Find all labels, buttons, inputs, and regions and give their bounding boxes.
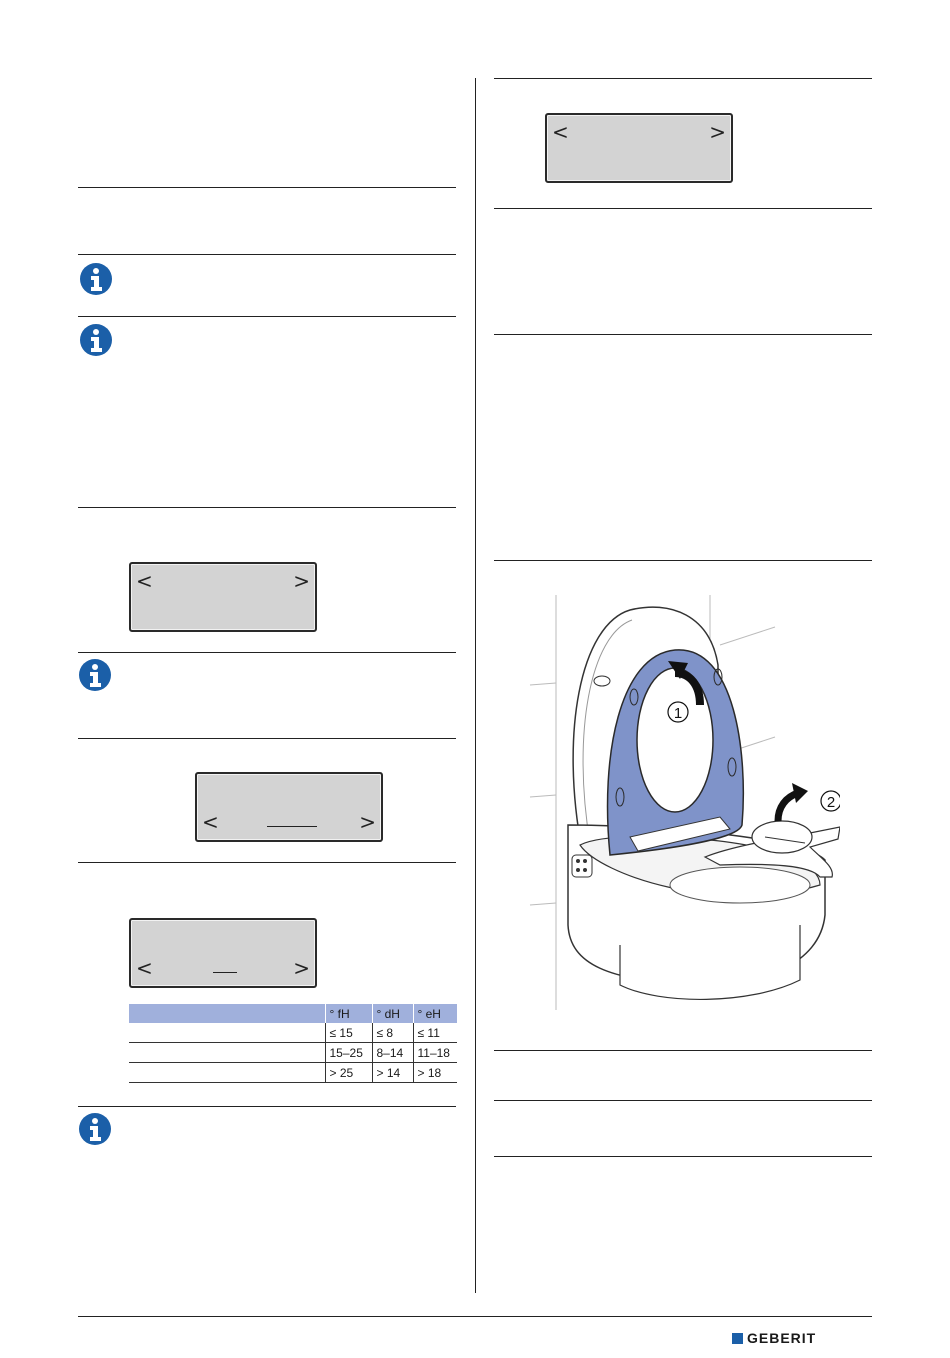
chevron-right-icon: >: [293, 569, 310, 593]
rule: [494, 1156, 872, 1157]
chevron-left-icon: <: [202, 810, 219, 834]
info-icon: [78, 658, 112, 692]
table-cell: > 14: [372, 1063, 413, 1083]
table-cell: ≤ 15: [325, 1023, 372, 1043]
table-cell: ≤ 11: [413, 1023, 457, 1043]
table-cell: 15–25: [325, 1043, 372, 1063]
chevron-left-icon: <: [136, 956, 153, 980]
table-header-cell: [129, 1004, 325, 1023]
table-header-cell: ° fH: [325, 1004, 372, 1023]
table-cell: 8–14: [372, 1043, 413, 1063]
rule: [494, 208, 872, 209]
info-icon: [79, 323, 113, 357]
table-header-cell: ° dH: [372, 1004, 413, 1023]
table-cell: > 25: [325, 1063, 372, 1083]
table-row: [129, 1063, 457, 1083]
rule: [494, 1100, 872, 1101]
lcd-display: [129, 562, 317, 632]
lcd-display: [195, 772, 383, 842]
table-cell: > 18: [413, 1063, 457, 1083]
rule: [78, 1106, 456, 1107]
table-row: [129, 1023, 457, 1043]
callout-2: 2: [826, 794, 836, 811]
chevron-left-icon: <: [136, 569, 153, 593]
rule: [78, 254, 456, 255]
chevron-right-icon: >: [359, 810, 376, 834]
rule: [494, 78, 872, 79]
table-cell: ≤ 8: [372, 1023, 413, 1043]
table-cell: [129, 1063, 325, 1083]
callout-1: 1: [673, 705, 683, 722]
toilet-illustration: [520, 585, 840, 1015]
table-cell: [129, 1023, 325, 1043]
table-header-cell: ° eH: [413, 1004, 457, 1023]
rule: [494, 560, 872, 561]
rule: [78, 507, 456, 508]
brand-logo: [732, 1330, 816, 1346]
rule: [494, 334, 872, 335]
column-divider: [475, 78, 476, 1293]
rule: [78, 652, 456, 653]
table-cell: 11–18: [413, 1043, 457, 1063]
brand-name: GEBERIT: [747, 1330, 817, 1346]
rule: [78, 316, 456, 317]
water-hardness-table: [129, 1004, 457, 1083]
chevron-left-icon: <: [552, 120, 569, 144]
rule: [78, 862, 456, 863]
info-icon: [79, 262, 113, 296]
value-underline: [267, 826, 317, 827]
footer-rule: [78, 1316, 872, 1317]
table-row: [129, 1043, 457, 1063]
info-icon: [78, 1112, 112, 1146]
rule: [78, 187, 456, 188]
table-header-row: [129, 1004, 457, 1023]
lcd-display: [545, 113, 733, 183]
value-underline: [213, 972, 237, 973]
chevron-right-icon: >: [709, 120, 726, 144]
table-cell: [129, 1043, 325, 1063]
rule: [494, 1050, 872, 1051]
logo-square-icon: [732, 1333, 743, 1344]
chevron-right-icon: >: [293, 956, 310, 980]
rule: [78, 738, 456, 739]
lcd-display: [129, 918, 317, 988]
